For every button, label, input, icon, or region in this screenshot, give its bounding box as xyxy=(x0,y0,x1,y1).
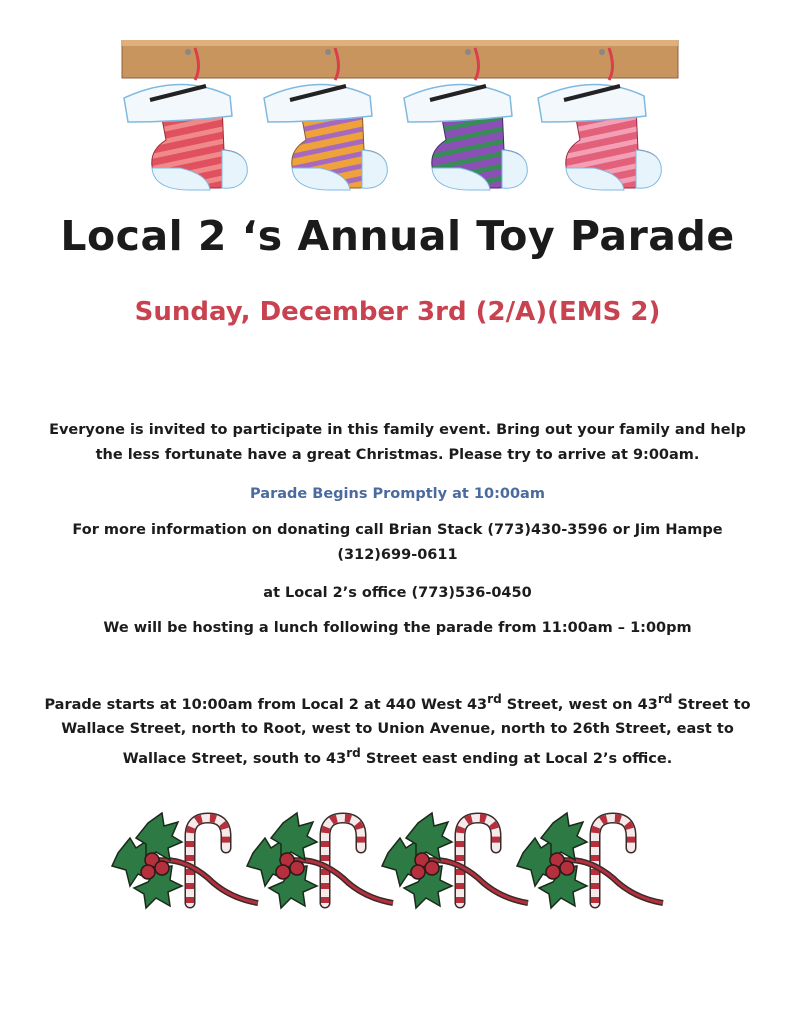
holly-border-decoration xyxy=(108,808,678,918)
route-superscript: rd xyxy=(657,692,673,706)
donation-info xyxy=(40,518,755,568)
route-text: Street, west on 43 xyxy=(501,696,658,713)
route-line xyxy=(25,687,770,717)
holly-candy-cane-icon xyxy=(247,813,393,908)
route-superscript: rd xyxy=(487,692,502,706)
lunch-info: We will be hosting a lunch following the parade from 11:00am – 1:00pm xyxy=(103,620,692,636)
route-superscript: rd xyxy=(346,745,361,760)
route-line: Wallace Street, north to Root, west to Union Avenue, north to 26th Street, east to xyxy=(61,720,734,737)
donation-phone: (312)699-0611 xyxy=(337,547,458,563)
invitation-line: the less fortunate have a great Christmas. Please try to arrive at 9:00am. xyxy=(95,447,700,463)
office-phone: at Local 2’s office (773)536-0450 xyxy=(263,585,532,601)
route-text: Parade starts at 10:00am from Local 2 at 440 West 43 xyxy=(44,696,488,713)
invitation-line: Everyone is invited to participate in this family event. Bring out your family and help xyxy=(49,422,746,438)
route-text: Wallace Street, south to 43 xyxy=(122,750,347,767)
donation-line: For more information on donating call Brian Stack (773)430-3596 or Jim Hampe xyxy=(72,522,723,538)
page-title: Local 2 ‘s Annual Toy Parade xyxy=(60,212,735,260)
holly-candy-cane-icon xyxy=(517,813,663,908)
invitation-text xyxy=(30,418,765,468)
event-date: Sunday, December 3rd (2/A)(EMS 2) xyxy=(134,297,661,327)
holly-candy-cane-icon xyxy=(382,813,528,908)
route-line xyxy=(25,741,770,771)
holly-candy-cane-icon xyxy=(112,813,258,908)
parade-begins: Parade Begins Promptly at 10:00am xyxy=(250,486,545,502)
stockings-decoration xyxy=(110,40,690,200)
route-text: Street to xyxy=(672,696,751,713)
parade-route xyxy=(25,687,770,771)
route-text: Street east ending at Local 2’s office. xyxy=(360,750,673,767)
